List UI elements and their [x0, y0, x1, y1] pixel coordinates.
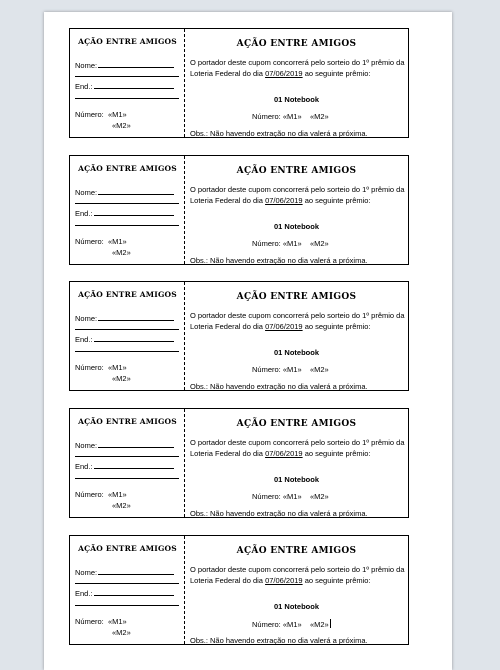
- stub-number-m2: «M2»: [112, 628, 131, 637]
- coupon-number: Número: «M1» «M2»: [252, 239, 329, 248]
- prize-label: 01 Notebook: [273, 348, 319, 357]
- coupon: [69, 28, 409, 138]
- address-field: End.:: [75, 334, 174, 344]
- coupon: [69, 281, 409, 391]
- stub-number: Número: «M1»: [75, 490, 127, 499]
- coupon: [69, 155, 409, 265]
- coupon-number: Número: «M1» «M2»: [252, 365, 329, 374]
- document-page: [44, 12, 452, 670]
- coupon-description: O portador deste cupom concorrerá pelo sorteio do 1º prêmio da Loteria Federal do dia 07/06/2019 ao seguinte prêmio:: [190, 565, 405, 585]
- name-line-2: [75, 76, 179, 77]
- coupon-stub: [70, 156, 185, 264]
- stub-title: AÇÃO ENTRE AMIGOS: [78, 37, 177, 46]
- coupon-number: Número: «M1» «M2»: [252, 620, 329, 629]
- address-line-2: [75, 98, 179, 99]
- coupon: [69, 408, 409, 518]
- name-field: Nome:: [75, 567, 174, 577]
- coupon-obs: Obs.: Não havendo extração no dia valerá a próxima.: [190, 129, 368, 138]
- stub-title: AÇÃO ENTRE AMIGOS: [78, 544, 177, 553]
- coupon-description: O portador deste cupom concorrerá pelo sorteio do 1º prêmio da Loteria Federal do dia 07/06/2019 ao seguinte prêmio:: [190, 438, 405, 458]
- stub-number: Número: «M1»: [75, 617, 127, 626]
- prize-label: 01 Notebook: [273, 222, 319, 231]
- coupon-number: Número: «M1» «M2»: [252, 112, 329, 121]
- address-field: End.:: [75, 461, 174, 471]
- coupon-stub: [70, 282, 185, 390]
- name-field: Nome:: [75, 60, 174, 70]
- stub-number: Número: «M1»: [75, 363, 127, 372]
- coupon-obs: Obs.: Não havendo extração no dia valerá a próxima.: [190, 509, 368, 518]
- stub-number-m2: «M2»: [112, 501, 131, 510]
- coupon-title: AÇÃO ENTRE AMIGOS: [236, 292, 357, 302]
- name-line-2: [75, 583, 179, 584]
- text-cursor: [330, 619, 331, 628]
- coupon-number: Número: «M1» «M2»: [252, 492, 329, 501]
- stub-number-m2: «M2»: [112, 121, 131, 130]
- coupon-description: O portador deste cupom concorrerá pelo sorteio do 1º prêmio da Loteria Federal do dia 07/06/2019 ao seguinte prêmio:: [190, 58, 405, 78]
- prize-label: 01 Notebook: [273, 475, 319, 484]
- coupon-stub: [70, 29, 185, 137]
- stub-title: AÇÃO ENTRE AMIGOS: [78, 164, 177, 173]
- coupon-title: AÇÃO ENTRE AMIGOS: [236, 166, 357, 176]
- coupon-stub: [70, 409, 185, 517]
- coupon: [69, 535, 409, 645]
- name-line-2: [75, 329, 179, 330]
- coupon-obs: Obs.: Não havendo extração no dia valerá a próxima.: [190, 382, 368, 391]
- address-line-2: [75, 478, 179, 479]
- coupon-title: AÇÃO ENTRE AMIGOS: [236, 419, 357, 429]
- name-field: Nome:: [75, 440, 174, 450]
- prize-label: 01 Notebook: [273, 95, 319, 104]
- name-field: Nome:: [75, 313, 174, 323]
- name-field: Nome:: [75, 187, 174, 197]
- coupon-description: O portador deste cupom concorrerá pelo sorteio do 1º prêmio da Loteria Federal do dia 07/06/2019 ao seguinte prêmio:: [190, 311, 405, 331]
- address-line-2: [75, 225, 179, 226]
- coupon-description: O portador deste cupom concorrerá pelo sorteio do 1º prêmio da Loteria Federal do dia 07/06/2019 ao seguinte prêmio:: [190, 185, 405, 205]
- name-line-2: [75, 203, 179, 204]
- stub-title: AÇÃO ENTRE AMIGOS: [78, 290, 177, 299]
- coupon-obs: Obs.: Não havendo extração no dia valerá a próxima.: [190, 256, 368, 265]
- coupon-title: AÇÃO ENTRE AMIGOS: [236, 39, 357, 49]
- coupon-obs: Obs.: Não havendo extração no dia valerá a próxima.: [190, 636, 368, 645]
- coupon-stub: [70, 536, 185, 644]
- stub-number-m2: «M2»: [112, 374, 131, 383]
- address-field: End.:: [75, 588, 174, 598]
- name-line-2: [75, 456, 179, 457]
- stub-title: AÇÃO ENTRE AMIGOS: [78, 417, 177, 426]
- coupon-title: AÇÃO ENTRE AMIGOS: [236, 546, 357, 556]
- address-line-2: [75, 605, 179, 606]
- stub-number: Número: «M1»: [75, 237, 127, 246]
- address-field: End.:: [75, 81, 174, 91]
- address-line-2: [75, 351, 179, 352]
- address-field: End.:: [75, 208, 174, 218]
- prize-label: 01 Notebook: [273, 602, 319, 611]
- stub-number-m2: «M2»: [112, 248, 131, 257]
- stub-number: Número: «M1»: [75, 110, 127, 119]
